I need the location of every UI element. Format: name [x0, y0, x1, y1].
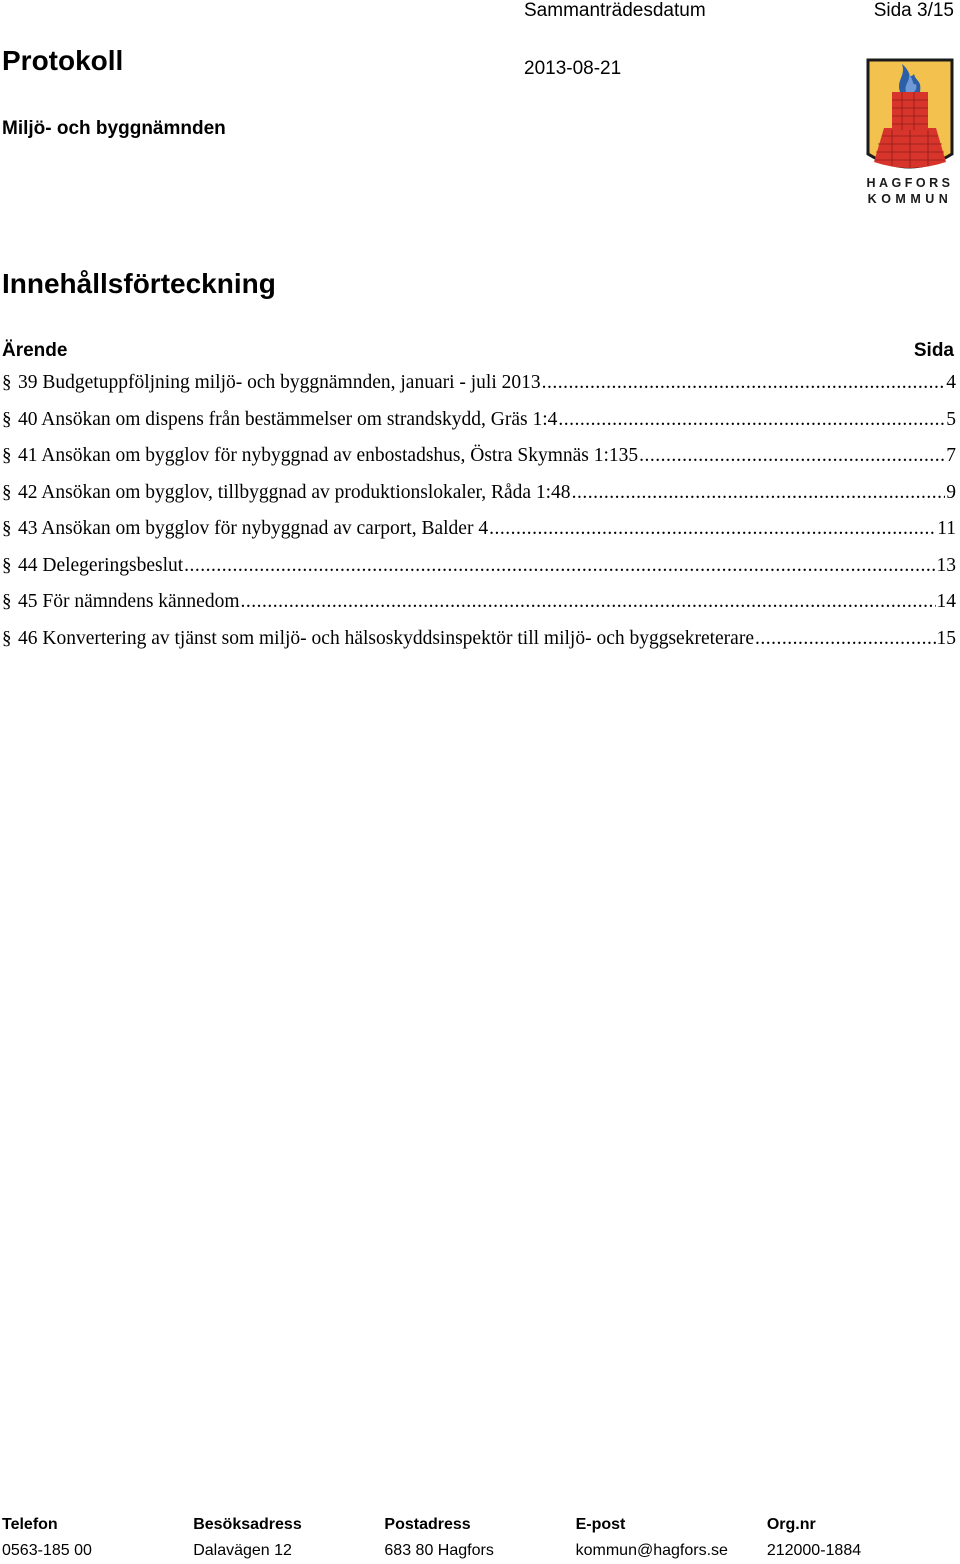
footer-label-visit-address: Besöksadress: [193, 1516, 302, 1533]
footer-label-org-number: Org.nr: [766, 1516, 816, 1533]
toc-entry-page: 15: [936, 627, 956, 649]
dot-leader: [558, 409, 945, 431]
footer-label-phone: Telefon: [2, 1516, 58, 1533]
meeting-date-label: Sammanträdesdatum: [524, 0, 706, 21]
footer-labels: [2, 1512, 958, 1538]
dot-leader: [639, 445, 945, 467]
page-number: Sida 3/15: [873, 0, 954, 21]
toc-entry[interactable]: [0, 584, 956, 621]
toc-entry[interactable]: [0, 365, 956, 402]
footer-values: [2, 1538, 958, 1564]
section-symbol: §: [2, 481, 12, 503]
committee-name: Miljö- och byggnämnden: [2, 118, 226, 139]
section-symbol: §: [2, 591, 12, 613]
dot-leader: [755, 628, 936, 650]
toc-entry[interactable]: [0, 475, 956, 512]
section-symbol: §: [2, 445, 12, 467]
toc-column-matter: Ärende: [2, 340, 68, 361]
toc-entry[interactable]: [0, 438, 956, 475]
logo-text-line1: HAGFORS: [866, 176, 954, 190]
toc-entry-title: 41 Ansökan om bygglov för nybyggnad av enbostadshus, Östra Skymnäs 1:135: [18, 445, 639, 467]
toc-entry[interactable]: [0, 621, 956, 658]
toc-entry-title: 45 För nämndens kännedom: [18, 591, 240, 613]
page-footer: [2, 1512, 958, 1564]
section-symbol: §: [2, 408, 12, 430]
dot-leader: [241, 591, 936, 613]
section-symbol: §: [2, 627, 12, 649]
toc-entry-title: 42 Ansökan om bygglov, tillbyggnad av produktionslokaler, Råda 1:48: [18, 481, 571, 503]
toc-entry-title: 40 Ansökan om dispens från bestämmelser om strandskydd, Gräs 1:4: [18, 408, 558, 430]
section-symbol: §: [2, 554, 12, 576]
toc-entry[interactable]: [0, 511, 956, 548]
section-symbol: §: [2, 518, 12, 540]
footer-visit-address: Dalavägen 12: [193, 1542, 292, 1559]
document-title: Protokoll: [2, 45, 124, 76]
footer-postal-address: 683 80 Hagfors: [384, 1542, 494, 1559]
toc-entry-title: 43 Ansökan om bygglov för nybyggnad av carport, Balder 4: [18, 518, 489, 540]
toc-entry-page: 7: [946, 445, 956, 467]
toc-entry[interactable]: [0, 548, 956, 585]
meeting-date: 2013-08-21: [524, 58, 622, 79]
dot-leader: [489, 518, 936, 540]
footer-label-email: E-post: [575, 1516, 626, 1533]
section-symbol: §: [2, 372, 12, 394]
toc-entry-page: 14: [936, 591, 956, 613]
dot-leader: [542, 372, 946, 394]
toc-entry-page: 9: [946, 481, 956, 503]
toc-entry-page: 5: [946, 408, 956, 430]
footer-email[interactable]: kommun@hagfors.se: [575, 1542, 728, 1559]
toc-entry-title: 44 Delegeringsbeslut: [18, 554, 184, 576]
table-of-contents: [0, 365, 956, 657]
logo-text-line2: KOMMUN: [867, 192, 953, 206]
toc-entry[interactable]: [0, 402, 956, 439]
toc-entry-page: 13: [936, 554, 956, 576]
toc-entry-page: 11: [937, 518, 956, 540]
footer-org-number: 212000-1884: [766, 1542, 862, 1559]
toc-entry-page: 4: [946, 372, 956, 394]
toc-column-page: Sida: [913, 340, 954, 361]
toc-entry-title: 46 Konvertering av tjänst som miljö- och hälsoskyddsinspektör till miljö- och byggsekreterare: [18, 627, 754, 649]
footer-phone: 0563-185 00: [2, 1542, 92, 1559]
dot-leader: [572, 482, 946, 504]
hagfors-kommun-logo: [862, 58, 958, 206]
toc-title: Innehållsförteckning: [2, 268, 276, 299]
toc-entry-title: 39 Budgetuppföljning miljö- och byggnämnden, januari - juli 2013: [18, 372, 541, 394]
footer-label-postal-address: Postadress: [384, 1516, 471, 1533]
dot-leader: [184, 555, 935, 577]
